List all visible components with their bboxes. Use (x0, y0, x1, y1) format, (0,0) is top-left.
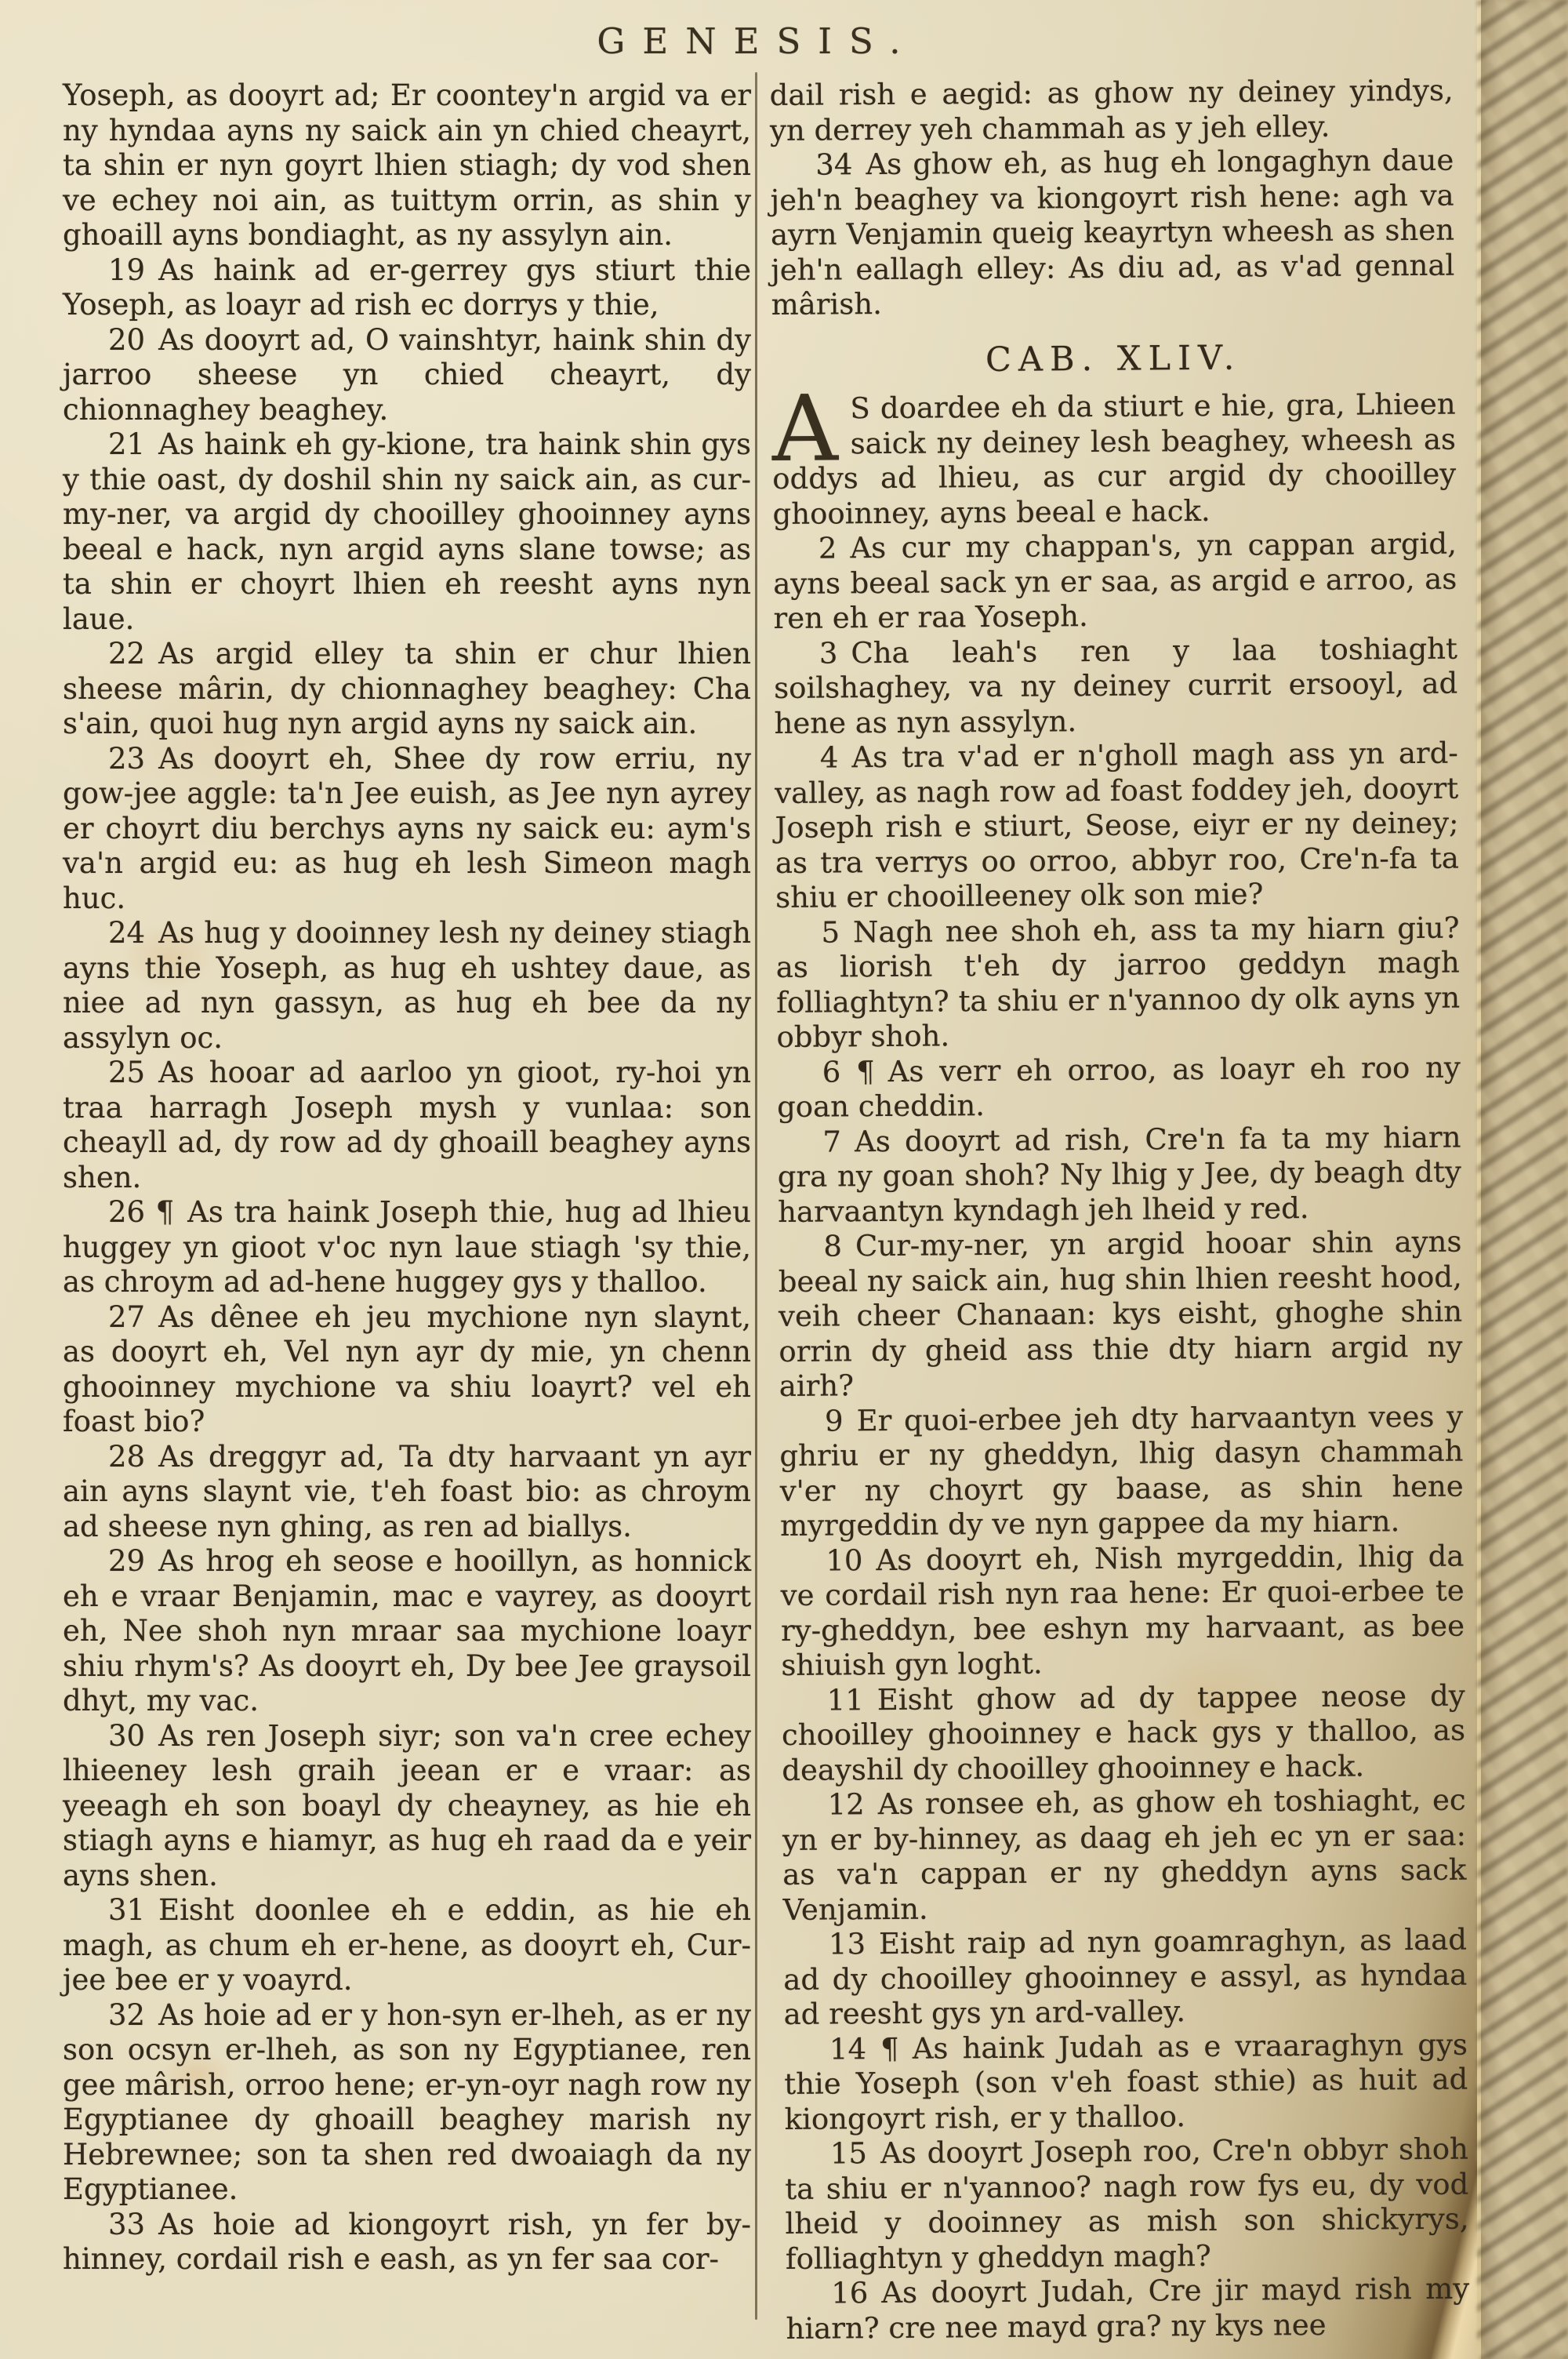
verse-number-pilcrow: 6 ¶ (822, 1054, 875, 1089)
verse-3: 3 Cha leah's ren y laa toshiaght soilshaghey, va ny deiney currit ersooyl, ad hene as nyn assylyn. (774, 631, 1458, 740)
verse-number-pilcrow: 14 ¶ (829, 2031, 899, 2066)
verse-number: 15 (829, 2136, 868, 2171)
verse-number: 21 (108, 427, 146, 461)
verse-number: 29 (108, 1544, 146, 1578)
left-column (63, 78, 751, 2277)
facing-page-edge (1477, 0, 1568, 2359)
verse-number: 33 (108, 2207, 146, 2241)
verse-6: 6 ¶ As verr eh orroo, as loayr eh roo ny goan cheddin. (776, 1050, 1461, 1124)
verse-18-continuation: Yoseph, as dooyrt ad; Er coontey'n argid va er ny hyndaa ayns ny saick ain yn chied cheayrt, ta shin er nyn goyrt lhien stiagh; dy vod shen ve echey noi ain, as tuittym orrin, as shin y ghoaill ayns bondiaght, as ny assylyn ain. (63, 78, 751, 252)
verse-number: 19 (108, 253, 146, 287)
verse-number: 9 (824, 1403, 844, 1438)
dropcap-initial: A (771, 376, 839, 483)
verse-11: 11 Eisht ghow ad dy tappee neose dy chooilley ghooinney e hack gys y thalloo, as deayshil dy chooilley ghooinney e hack. (781, 1678, 1466, 1787)
verse-8: 8 Cur-my-ner, yn argid hooar shin ayns beeal ny saick ain, hug shin lhien reesht hood, veih cheer Chanaan: kys eisht, ghoghe shin orrin dy gheid ass thie dty hiarn argid ny airh? (778, 1224, 1463, 1403)
verse-number: 13 (828, 1927, 866, 1961)
verse-number: 32 (108, 1997, 146, 2032)
verse-32: 32 As hoie ad er y hon-syn er-lheh, as er ny son ocsyn er-lheh, as son ny Egyptianee, ren gee mârish, orroo hene; er-yn-oyr nagh row ny Egyptianee dy ghoaill beaghey marish ny Hebrewnee; son ta shen red dwoaiagh da ny Egyptianee. (63, 1997, 751, 2206)
verse-number-pilcrow: 26 ¶ (108, 1195, 175, 1229)
verse-number: 12 (827, 1787, 865, 1822)
verse-30: 30 As ren Joseph siyr; son va'n cree echey lhieeney lesh graih jeean er e vraar: as yeeagh eh son boayl dy cheayney, as hie eh stiagh ayns e hiamyr, as hug eh raad da e yeir ayns shen. (63, 1718, 751, 1892)
verse-number: 10 (826, 1543, 863, 1578)
verse-22: 22 As argid elley ta shin er chur lhien sheese mârin, dy chionnaghey beaghey: Cha s'ain, quoi hug nyn argid ayns ny saick ain. (63, 637, 751, 740)
verse-7: 7 As dooyrt ad rish, Cre'n fa ta my hiarn gra ny goan shoh? Ny lhig y Jee, dy beagh dty harvaantyn kyndagh jeh lheid y red. (777, 1120, 1461, 1229)
verse-number: 31 (108, 1893, 146, 1927)
verse-19: 19 As haink ad er-gerrey gys stiurt thie Yoseph, as loayr ad rish ec dorrys y thie, (63, 253, 751, 322)
verse-15: 15 As dooyrt Joseph roo, Cre'n obbyr shoh ta shiu er n'yannoo? nagh row fys eu, dy vod lheid y dooinney as mish son shickyrys, folliaghtyn y gheddyn magh? (785, 2132, 1469, 2276)
verse-number: 16 (831, 2276, 869, 2310)
verse-14: 14 ¶ As haink Judah as e vraaraghyn gys thie Yoseph (son v'eh foast sthie) as huit ad kiongoyrt rish, er y thalloo. (784, 2027, 1468, 2136)
verse-34: 34 As ghow eh, as hug eh longaghyn daue jeh'n beaghey va kiongoyrt rish hene: agh va ayrn Venjamin queig keayrtyn wheesh as shen jeh'n eallagh elley: As diu ad, as v'ad gennal mârish. (770, 143, 1455, 322)
verse-23: 23 As dooyrt eh, Shee dy row erriu, ny gow-jee aggle: ta'n Jee euish, as Jee nyn ayrey er choyrt diu berchys ayns ny saick eu: aym's va'n argid eu: as hug eh lesh Simeon magh huc. (63, 741, 751, 915)
verse-number: 11 (826, 1682, 864, 1717)
verse-10: 10 As dooyrt eh, Nish myrgeddin, lhig da ve cordail rish nyn raa hene: Er quoi-erbee te ry-gheddyn, bee eshyn my harvaant, as bee shiuish gyn loght. (780, 1539, 1465, 1682)
verse-33-continuation: dail rish e aegid: as ghow ny deiney yindys, yn derrey yeh chammah as y jeh elley. (769, 73, 1454, 147)
verse-number: 5 (821, 914, 840, 950)
verse-29: 29 As hrog eh seose e hooillyn, as honnick eh e vraar Benjamin, mac e vayrey, as dooyrt eh, Nee shoh nyn mraar saa mychione loayr shiu rhym's? As dooyrt eh, Dy bee Jee graysoil dhyt, my vac. (63, 1544, 751, 1717)
verse-12: 12 As ronsee eh, as ghow eh toshiaght, ec yn er by-hinney, as daag eh jeh ec yn er saa: as va'n cappan er ny gheddyn ayns sack Venjamin. (782, 1783, 1467, 1927)
verse-number: 4 (819, 740, 839, 775)
verse-24: 24 As hug y dooinney lesh ny deiney stiagh ayns thie Yoseph, as hug eh ushtey daue, as niee ad nyn gassyn, as hug eh bee da ny assylyn oc. (63, 916, 751, 1055)
running-head: GENESIS. (597, 20, 918, 62)
verse-number: 25 (108, 1056, 146, 1089)
verse-21: 21 As haink eh gy-kione, tra haink shin gys y thie oast, dy doshil shin ny saick ain, as cur-my-ner, va argid dy chooilley ghooinney ayns beeal e hack, nyn argid ayns slane towse; as ta shin er choyrt lhien eh reesht ayns nyn laue. (63, 427, 751, 636)
verse-number: 8 (823, 1229, 843, 1263)
verse-9: 9 Er quoi-erbee jeh dty harvaantyn vees y ghriu er ny gheddyn, lhig dasyn chammah v'er ny choyrt gy baase, as shin hene myrgeddin dy ve nyn gappee da my hiarn. (779, 1399, 1464, 1543)
verse-number: 34 (815, 147, 853, 182)
verse-16: 16 As dooyrt Judah, Cre jir mayd rish my hiarn? cre nee mayd gra? ny kys nee (786, 2271, 1470, 2346)
column-divider-rule (755, 72, 757, 2320)
verse-27: 27 As dênee eh jeu mychione nyn slaynt, as dooyrt eh, Vel nyn ayr dy mie, yn chenn ghooinney mychione va shiu loayrt? vel eh foast bio? (63, 1299, 751, 1438)
verse-number: 2 (818, 531, 837, 565)
verse-number: 24 (108, 916, 146, 950)
right-column (770, 74, 1470, 2346)
verse-31: 31 Eisht doonlee eh e eddin, as hie eh magh, as chum eh er-hene, as dooyrt eh, Cur-jee bee er y voayrd. (63, 1893, 751, 1997)
verse-20: 20 As dooyrt ad, O vainshtyr, haink shin dy jarroo sheese yn chied cheayrt, dy chionnaghey beaghey. (63, 322, 751, 427)
verse-28: 28 As dreggyr ad, Ta dty harvaant yn ayr ain ayns slaynt vie, t'eh foast bio: as chroym ad sheese nyn ghing, as ren ad biallys. (63, 1439, 751, 1543)
verse-13: 13 Eisht raip ad nyn goamraghyn, as laad ad dy chooilley ghooinney e assyl, as hyndaa ad reesht gys yn ard-valley. (783, 1922, 1468, 2031)
verse-number: 28 (108, 1439, 146, 1474)
verse-number: 27 (108, 1299, 146, 1334)
verse-33: 33 As hoie ad kiongoyrt rish, yn fer by-hinney, cordail rish e eash, as yn fer saa cor- (63, 2207, 751, 2276)
facing-page-blurred-text (1477, 0, 1568, 2359)
verse-number: 20 (108, 322, 146, 357)
verse-5: 5 Nagh nee shoh eh, ass ta my hiarn giu? as liorish t'eh dy jarroo geddyn magh folliaghtyn? ta shiu er n'yannoo dy olk ayns yn obbyr shoh. (775, 911, 1461, 1054)
verse-25: 25 As hooar ad aarloo yn gioot, ry-hoi yn traa harragh Joseph mysh y vunlaa: son cheayll ad, dy row ad dy ghoaill beaghey ayns shen. (63, 1056, 751, 1194)
verse-number: 3 (818, 635, 838, 671)
verse-number: 22 (108, 637, 146, 671)
verse-4: 4 As tra v'ad er n'gholl magh ass yn ard-valley, as nagh row ad foast foddey jeh, dooyrt Joseph rish e stiurt, Seose, eiyr er ny deiney; as tra verrys oo orroo, abbyr roo, Cre'n-fa ta shiu er chooilleeney olk son mie? (775, 736, 1459, 915)
verse-1-dropcap: A S doardee eh da stiurt e hie, gra, Lhieen saick ny deiney lesh beaghey, wheesh as oddys ad lhieu, as cur argid dy chooilley ghooinney, ayns beeal e hack. (771, 376, 1457, 531)
verse-number: 7 (822, 1124, 842, 1159)
verse-2: 2 As cur my chappan's, yn cappan argid, ayns beeal sack yn er saa, as argid e arroo, as ren eh er raa Yoseph. (773, 526, 1457, 636)
verse-number: 23 (108, 741, 146, 776)
chapter-heading: CAB. XLIV. (985, 338, 1242, 380)
verse-number: 30 (108, 1718, 146, 1753)
verse-26: 26 ¶ As tra haink Joseph thie, hug ad lhieu huggey yn gioot v'oc nyn laue stiagh 'sy thie, as chroym ad ad-hene huggey gys y thalloo. (63, 1195, 751, 1299)
